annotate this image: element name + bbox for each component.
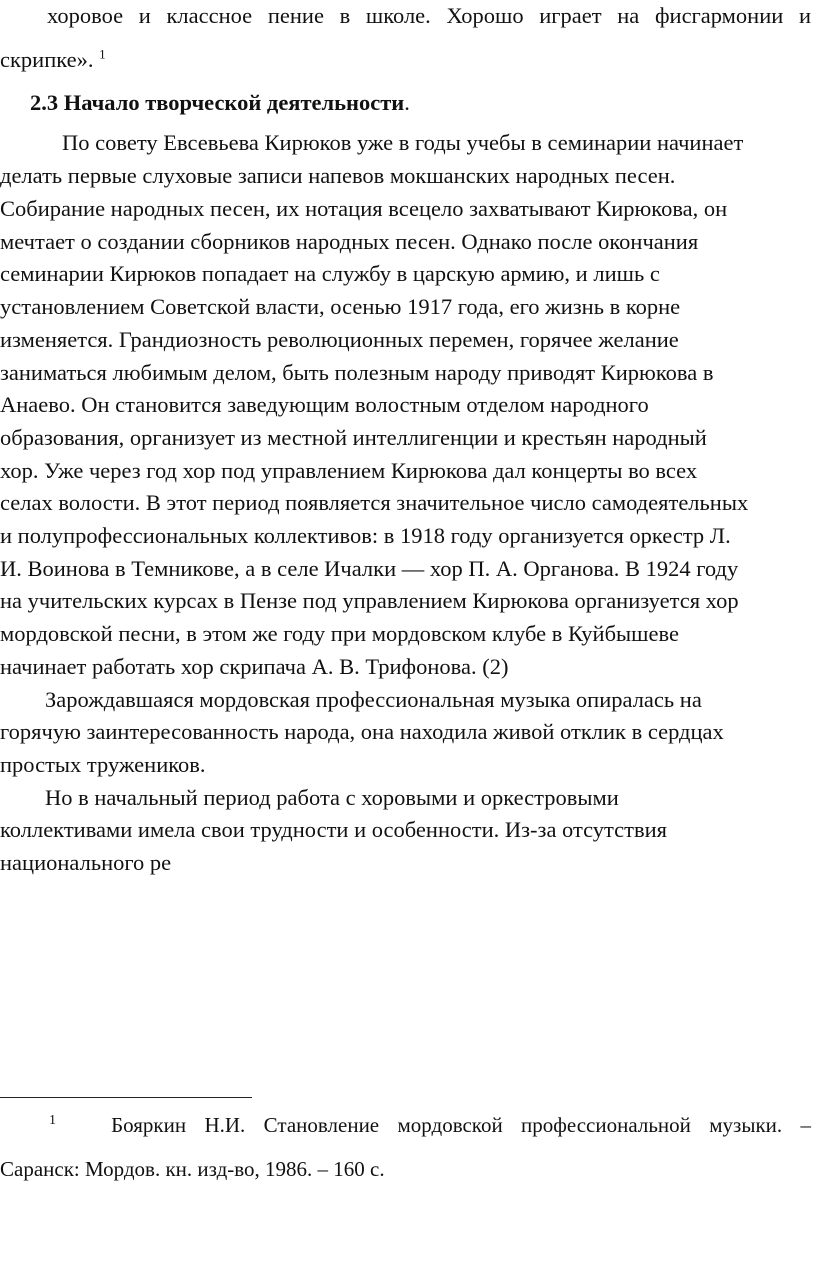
text-line: Собирание народных песен, их нотация всецело захватывают Кирюкова, он [0,196,728,221]
text-line: По совету Евсевьева Кирюков уже в годы учебы в семинарии начинает [62,130,744,155]
text-line: мечтает о создании сборников народных песен. Однако после окончания [0,229,699,254]
footnote-line: Саранск: Мордов. кн. изд-во, 1986. – 160 с. [0,1157,385,1181]
text-line: мордовской песни, в этом же году при мордовском клубе в Куйбышеве [0,621,679,646]
text-line: коллективами имела свои трудности и особенности. Из-за отсутствия [0,817,667,842]
footnote-line [49,1111,811,1139]
text-line: простых тружеников. [0,752,206,777]
text-line: и полупрофессиональных коллективов: в 1918 году организуется оркестр Л. [0,523,731,548]
text-line: хоровое и классное пение в школе. Хорошо играет на фисгармонии и [47,3,811,28]
footnote-marker: 1 [49,1113,56,1128]
text-line: на учительских курсах в Пензе под управлением Кирюкова организуется хор [0,588,739,613]
text-line: заниматься любимым делом, быть полезным народу приводят Кирюкова в [0,360,714,385]
text-line [0,46,106,74]
text-line: хор. Уже через год хор под управлением Кирюкова дал концерты во всех [0,458,698,483]
text-line: начинает работать хор скрипача А. В. Трифонова. (2) [0,654,509,679]
text-line: делать первые слуховые записи напевов мокшанских народных песен. [0,163,676,188]
text-line: установлением Советской власти, осенью 1917 года, его жизнь в корне [0,294,681,319]
text-line: горячую заинтересованность народа, она находила живой отклик в сердцах [0,719,724,744]
text-line: Анаево. Он становится заведующим волостным отделом народного [0,392,649,417]
text-line: селах волости. В этот период появляется значительное число самодеятельных [0,490,749,515]
text-line: национального ре [0,850,172,875]
footnote-separator [0,1097,252,1098]
text-line: Но в начальный период работа с хоровыми и оркестровыми [45,785,619,810]
text-line: изменяется. Грандиозность революционных перемен, горячее желание [0,327,679,352]
text-fragment: скрипке». [0,47,94,72]
text-line: Зарождавшаяся мордовская профессиональная музыка опиралась на [45,687,702,712]
section-heading [30,89,410,117]
text-line: И. Воинова в Темникове, а в селе Ичалки — хор П. А. Органова. В 1924 году [0,556,739,581]
section-title-period: . [404,90,410,115]
text-line: образования, организует из местной интеллигенции и крестьян народный [0,425,707,450]
footnote-text: Бояркин Н.И. Становление мордовской профессиональной музыки. – [111,1113,812,1137]
text-line: семинарии Кирюков попадает на службу в царскую армию, и лишь с [0,261,660,286]
footnote-reference: 1 [99,46,106,62]
section-title: 2.3 Начало творческой деятельности [30,90,405,115]
